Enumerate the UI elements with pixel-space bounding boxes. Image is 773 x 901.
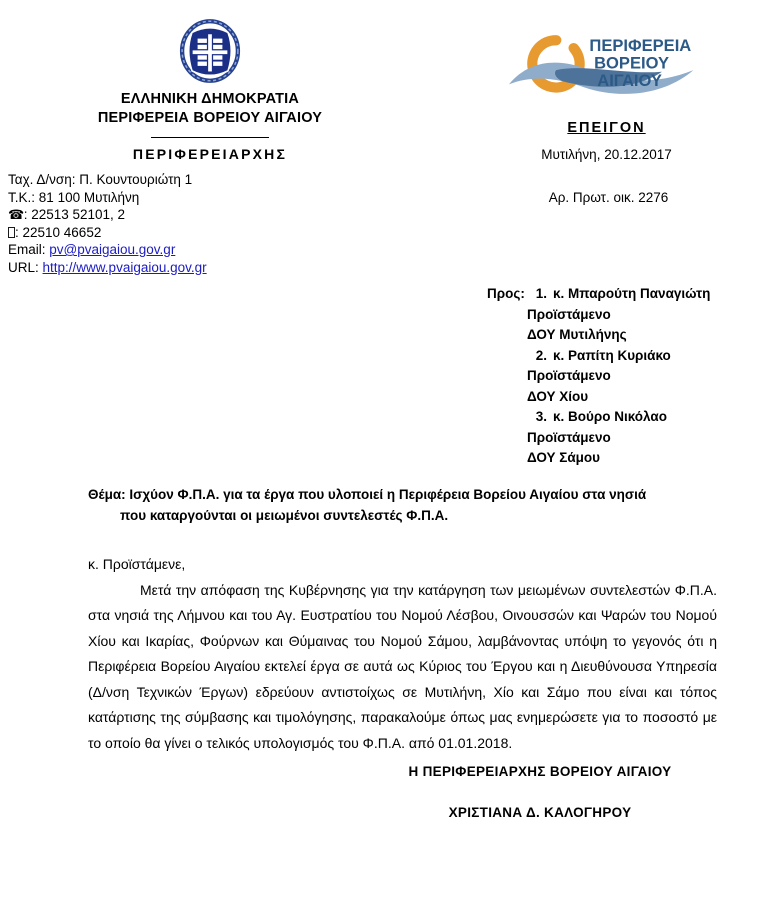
- recipient-item-3: [487, 407, 710, 428]
- logo-line-3: ΑΙΓΑΙΟΥ: [596, 70, 662, 90]
- recipient-office-3: ΔΟΥ Σάμου: [527, 450, 600, 465]
- body-paragraph: Μετά την απόφαση της Κυβέρνησης για την κατάργηση των μειωμένων συντελεστών Φ.Π.Α. στα νησιά της Λήμνου και του Αγ. Ευστρατίου του Νομού Λέσβου, Οινουσσών και Ψαρών του Νομού Χίου και Ικαρίας, Φούρνων και Θύμαινας του Νομού Σάμου, λαμβάνοντας υπόψη το γεγονός ότι η Περιφέρεια Βορείου Αιγαίου εκτελεί έργα σε αυτά ως Κύριος του Έργου και η Διευθύνουσα Υπηρεσία (Δ/νση Τεχνικών Έργων) εδρεύουν αντιστοίχως σε Μυτιλήνη, Χίο και Σάμο που είναι και τόπος κατάρτισης της σύμβασης και τιμολόγησης, παρακαλούμε όπως μας ενημερώσετε για το ποσοστό με το οποίο θα γίνει ο τελικός υπολογισμός του Φ.Π.Α. από 01.01.2018.: [88, 581, 717, 751]
- signature-block: [350, 764, 730, 820]
- contact-address: [8, 171, 420, 189]
- logo-line-1: ΠΕΡΙΦΕΡΕΙΑ: [588, 36, 691, 56]
- contact-email: [8, 241, 420, 259]
- city-and-date: Μυτιλήνη, 20.12.2017: [541, 147, 672, 162]
- subject-block: [88, 484, 718, 526]
- recipient-position-1: Προϊστάμενο: [527, 306, 611, 322]
- greeting-line: κ. Προϊστάμενε,: [88, 556, 186, 572]
- website-link[interactable]: http://www.pvaigaiou.gov.gr: [42, 259, 207, 275]
- north-aegean-region-logo: [507, 26, 697, 108]
- organization-line-2: ΠΕΡΙΦΕΡΕΙΑ ΒΟΡΕΙΟΥ ΑΙΓΑΙΟΥ: [97, 110, 323, 126]
- recipient-item-2: [487, 346, 710, 367]
- header-divider: [151, 137, 269, 138]
- logo-line-2: ΒΟΡΕΙΟΥ: [593, 53, 669, 73]
- postal-label: Τ.Κ.:: [8, 189, 36, 205]
- phone-value: : 22513 52101, 2: [23, 207, 126, 222]
- document-body: [88, 552, 717, 756]
- address-value: Π. Κουντουριώτη 1: [79, 172, 193, 187]
- recipient-name: κ. Ραπίτη Κυριάκο: [553, 347, 671, 363]
- greek-coat-of-arms-icon: [179, 18, 241, 84]
- signatory-role: Η ΠΕΡΙΦΕΡΕΙΑΡΧΗΣ ΒΟΡΕΙΟΥ ΑΙΓΑΙΟΥ: [408, 764, 672, 779]
- recipient-office-2: ΔΟΥ Χίου: [527, 388, 589, 404]
- contact-fax: [8, 224, 420, 242]
- telephone-icon: ☎: [8, 207, 24, 222]
- urgent-label: ΕΠΕΙΓΟΝ: [567, 120, 646, 136]
- contact-url: [8, 259, 420, 277]
- address-label: Ταχ. Δ/νση:: [8, 172, 76, 187]
- recipient-position-2: Προϊστάμενο: [527, 368, 611, 383]
- recipient-office-1: ΔΟΥ Μυτιλήνης: [527, 327, 627, 342]
- url-label: URL:: [8, 259, 39, 275]
- issuer-block: [0, 18, 420, 276]
- subject-line-1: Θέμα: Ισχύον Φ.Π.Α. για τα έργα που υλοποιεί η Περιφέρεια Βορείου Αιγαίου στα νησιά: [88, 487, 647, 502]
- organization-line-1: ΕΛΛΗΝΙΚΗ ΔΗΜΟΚΡΑΤΙΑ: [120, 91, 300, 107]
- postal-value: 81 100 Μυτιλήνη: [38, 189, 140, 205]
- document-meta-block: [430, 20, 773, 205]
- subject-line-2: που καταργούνται οι μειωμένοι συντελεστές Φ.Π.Α.: [120, 508, 449, 523]
- recipient-number: 1.: [535, 286, 547, 301]
- email-label: Email:: [8, 242, 46, 257]
- contact-details: [8, 171, 420, 276]
- recipient-name: κ. Μπαρούτη Παναγιώτη: [553, 286, 711, 301]
- recipient-number: 3.: [535, 409, 547, 424]
- recipient-number: 2.: [535, 347, 547, 363]
- contact-phone: [8, 206, 420, 224]
- contact-postal: [8, 189, 420, 207]
- issuer-role-title: ΠΕΡΙΦΕΡΕΙΑΡΧΗΣ: [132, 146, 288, 162]
- signatory-name: ΧΡΙΣΤΙΑΝΑ Δ. ΚΑΛΟΓΗΡΟΥ: [448, 805, 632, 820]
- email-link[interactable]: pv@pvaigaiou.gov.gr: [49, 242, 176, 257]
- protocol-number: Αρ. Πρωτ. οικ. 2276: [548, 190, 669, 205]
- recipient-name: κ. Βούρο Νικόλαο: [553, 409, 667, 424]
- recipients-list: [487, 284, 710, 469]
- recipient-item-1: [487, 284, 710, 305]
- recipients-label: Προς:: [487, 286, 525, 301]
- recipient-position-3: Προϊστάμενο: [527, 429, 611, 445]
- fax-icon: [8, 227, 15, 238]
- fax-value: : 22510 46652: [15, 224, 102, 240]
